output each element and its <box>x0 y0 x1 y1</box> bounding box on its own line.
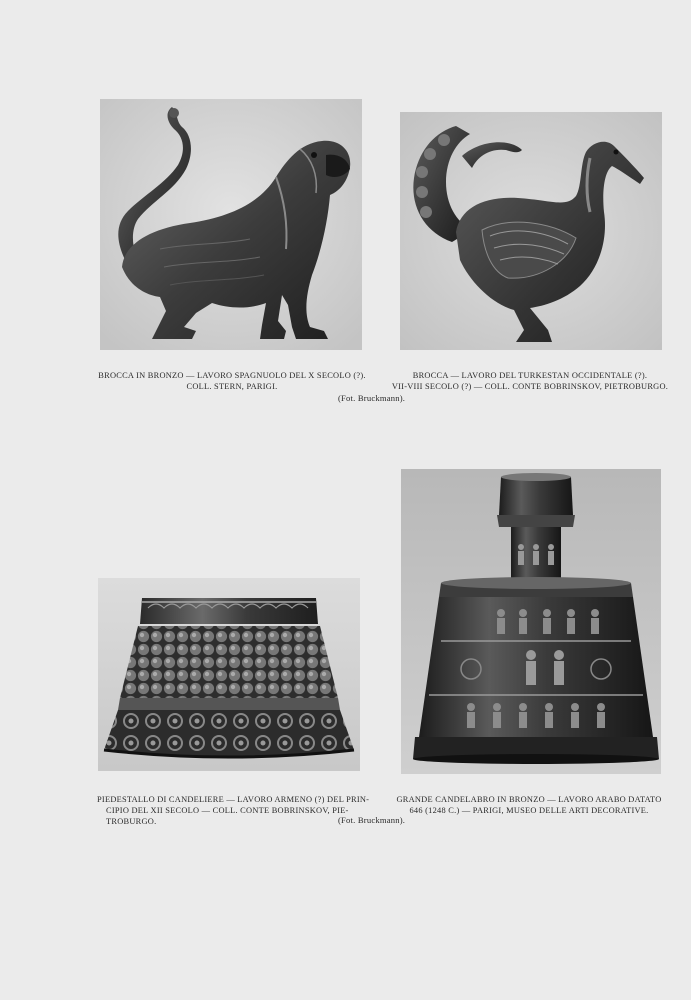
photo-credit-top: (Fot. Bruckmann). <box>338 393 406 403</box>
caption-lion-ewer <box>96 370 368 392</box>
caption-line: VII-VIII SECOLO (?) — COLL. CONTE BOBRINSKOV, PIETROBURGO. <box>391 382 669 391</box>
caption-bird-ewer <box>388 370 672 392</box>
pedestal-figure <box>98 578 360 771</box>
caption-line: GRANDE CANDELABRO IN BRONZO — LAVORO ARABO DATATO <box>396 795 662 804</box>
caption-line: PIEDESTALLO DI CANDELIERE — LAVORO ARMENO (?) DEL PRIN- <box>97 795 370 804</box>
photo-candlestick-pedestal <box>98 578 360 771</box>
caption-line: BROCCA IN BRONZO — LAVORO SPAGNUOLO DEL X SECOLO (?). <box>98 371 366 380</box>
bird-ewer-figure <box>400 112 662 350</box>
lion-ewer-figure <box>100 99 362 350</box>
caption-line: TROBURGO. <box>106 817 157 826</box>
photo-bird-ewer <box>400 112 662 350</box>
caption-line: CIPIO DEL XII SECOLO — COLL. CONTE BOBRINSKOV, PIE- <box>106 806 349 815</box>
photo-large-candlestick <box>401 469 661 774</box>
photo-credit-bottom: (Fot. Bruckmann). <box>338 815 406 825</box>
caption-line: BROCCA — LAVORO DEL TURKESTAN OCCIDENTALE (?). <box>412 371 648 380</box>
caption-line: COLL. STERN, PARIGI. <box>186 382 278 391</box>
photo-lion-ewer <box>100 99 362 350</box>
caption-line: 646 (1248 C.) — PARIGI, MUSEO DELLE ARTI DECORATIVE. <box>409 806 649 815</box>
caption-candlestick-pedestal <box>97 794 369 827</box>
caption-large-candlestick <box>388 794 670 816</box>
candlestick-figure <box>401 469 661 774</box>
